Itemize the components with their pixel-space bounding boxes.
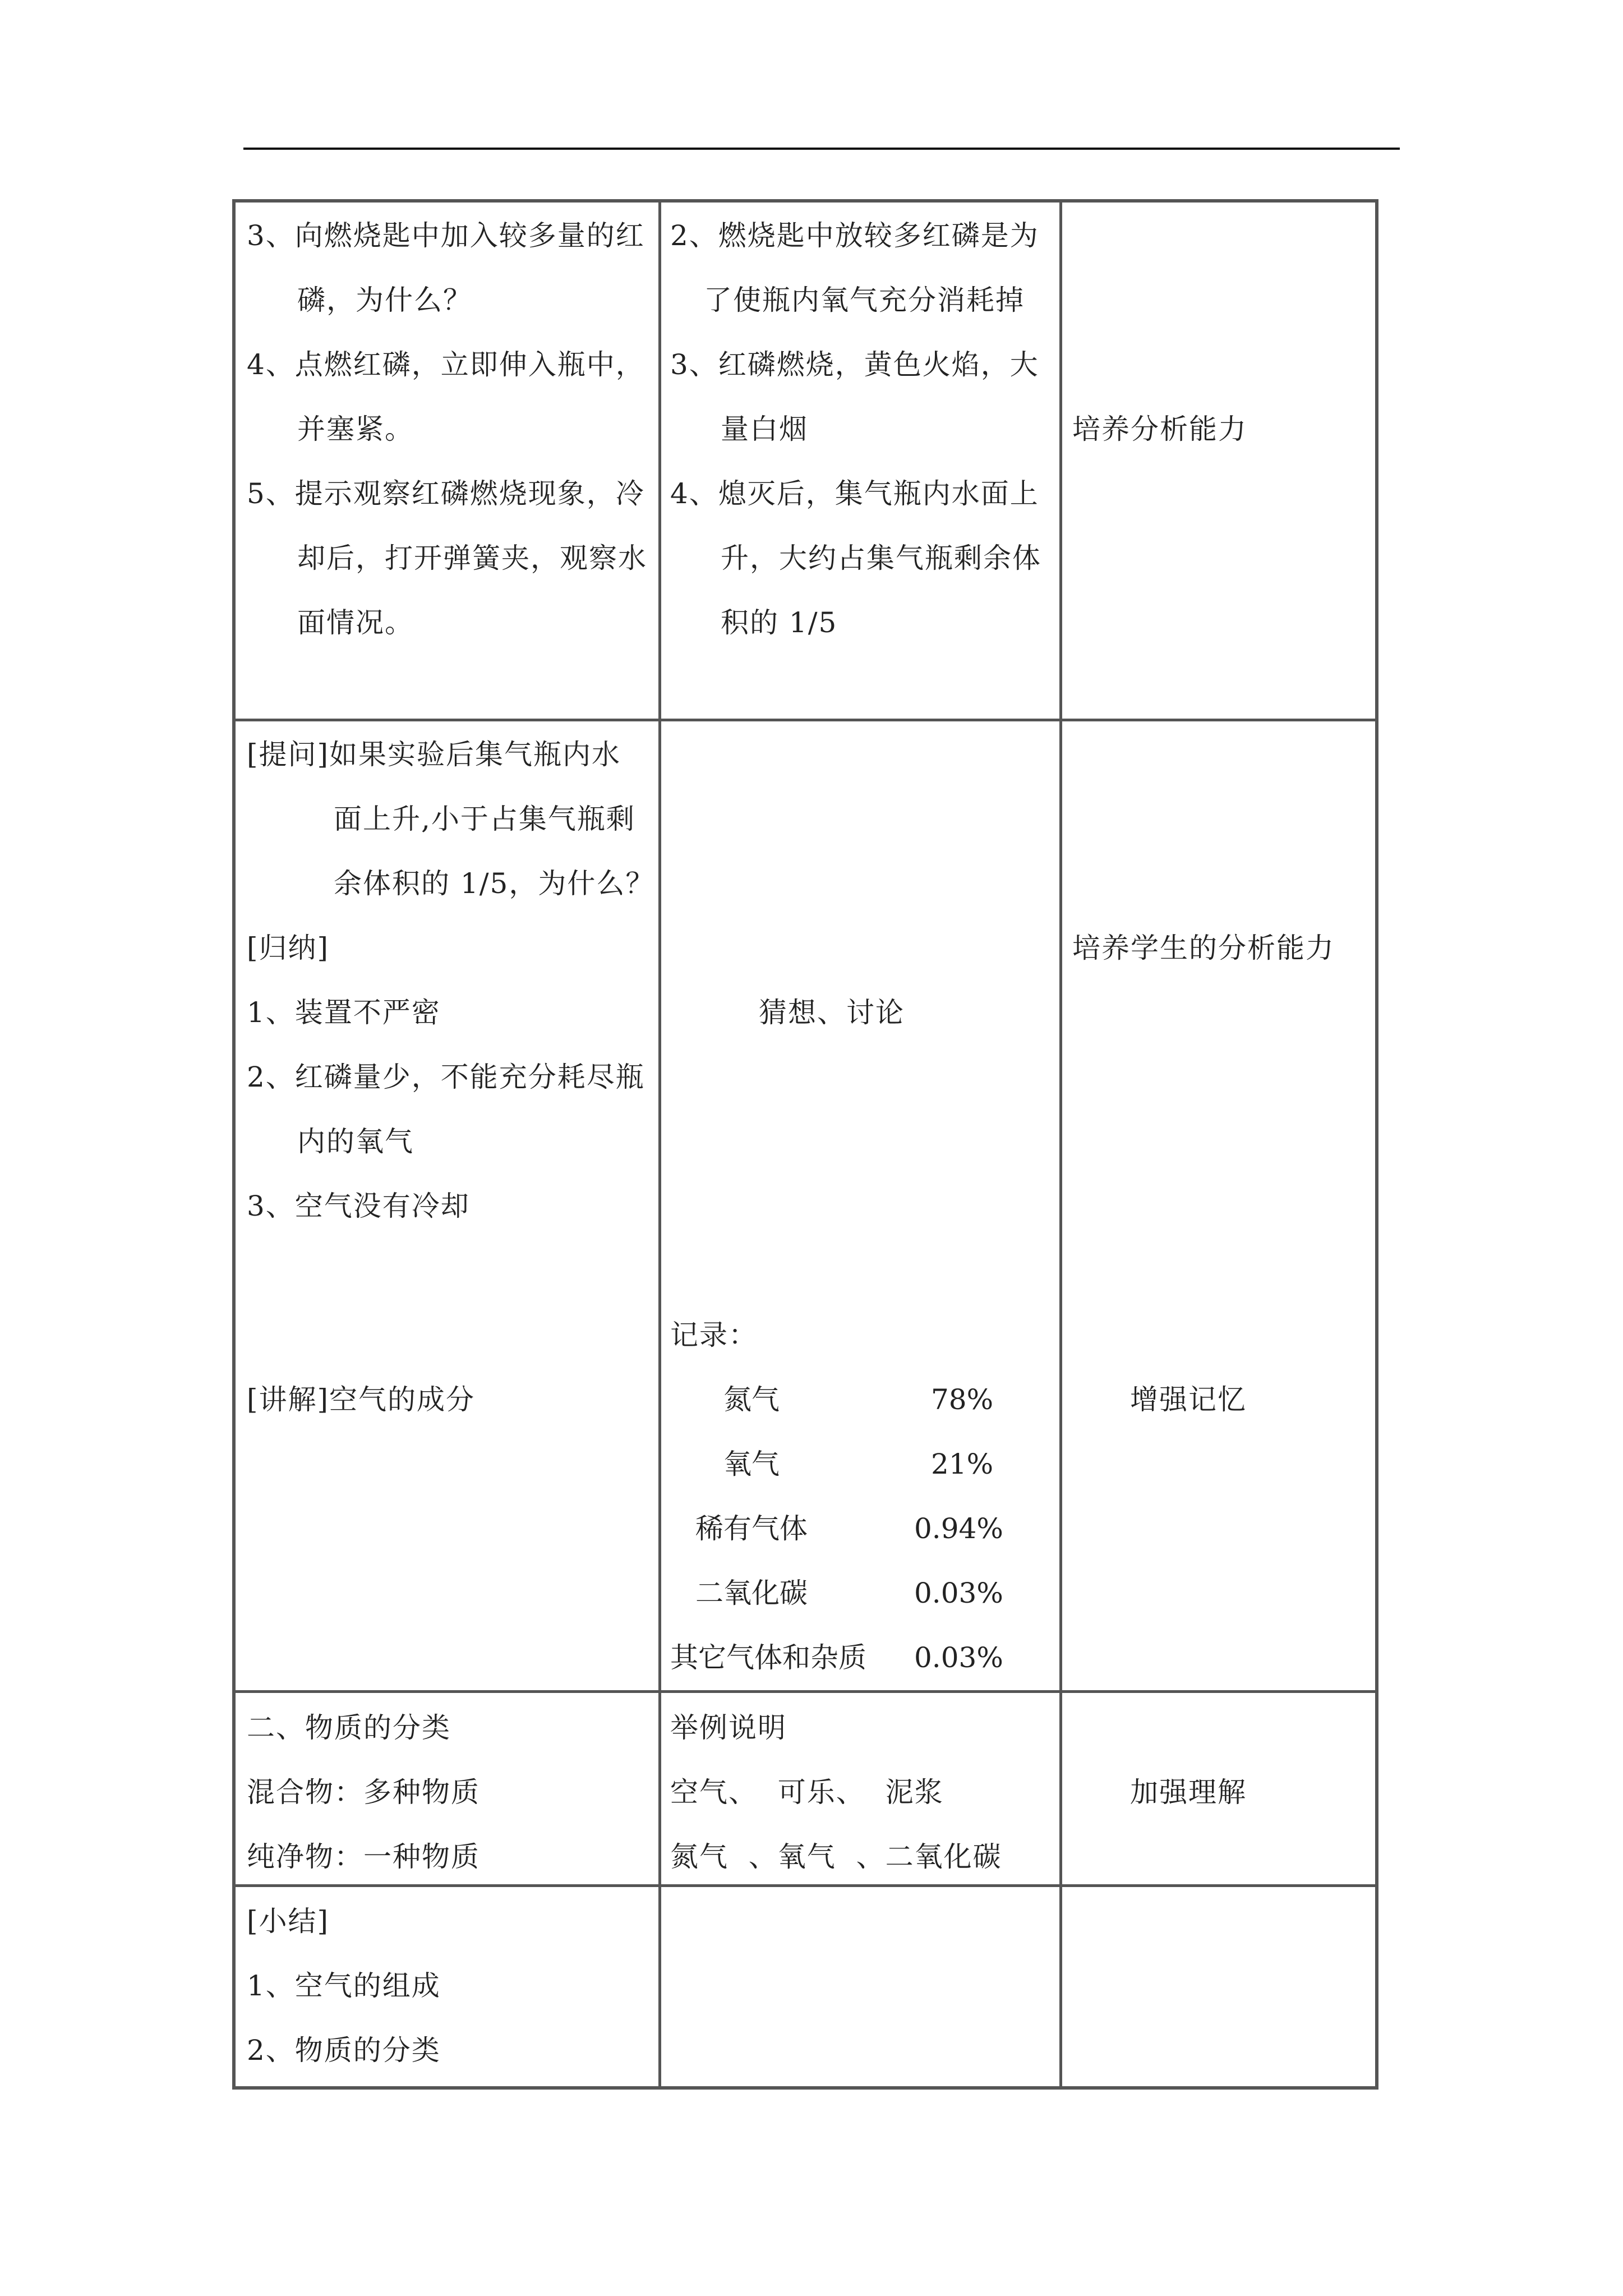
text-line: 混合物：多种物质 [247,1776,480,1809]
text-line: 4、熄灭后，集气瓶内水面上 [670,477,1039,510]
text-line: 并塞紧。 [297,413,414,445]
text-line: 1、空气的组成 [247,1970,441,2002]
text-line: 面情况。 [297,606,414,639]
gas-percent: 0.03% [914,1577,1003,1609]
text-line: 3、向燃烧匙中加入较多量的红 [247,219,645,252]
text-line: 纯净物：一种物质 [247,1841,480,1873]
text-line: 3、红磷燃烧，黄色火焰，大 [670,348,1039,381]
record-label: 记录： [670,1319,758,1351]
gas-name: 氧气 [723,1448,780,1480]
text-line: [小结] [247,1905,330,1938]
text-line: 内的氧气 [297,1125,414,1158]
text-line: 2、燃烧匙中放较多红磷是为 [670,219,1039,252]
text-line: 积的 1/5 [721,606,838,639]
list-item [695,1561,1003,1626]
gas-name: 其它气体和杂质 [670,1641,866,1674]
row2-student-guess: 猜想、讨论 [759,996,905,1029]
text-line: 4、点燃红磷，立即伸入瓶中， [247,348,645,381]
text-line: 余体积的 1/5，为什么？ [334,867,655,900]
text-line: 量白烟 [721,413,808,445]
text-line: 面上升,小于占集气瓶剩 [334,803,635,835]
row2-intent-1: 培养学生的分析能力 [1072,932,1335,964]
header-rule [243,148,1400,150]
text-line: [提问]如果实验后集气瓶内水 [247,738,621,771]
text-line: 二、物质的分类 [247,1711,451,1744]
text-line: 却后，打开弹簧夹，观察水 [297,542,647,574]
text-line: 空气、 可乐、 泥浆 [670,1776,944,1809]
text-line: 了使瓶内氧气充分消耗掉 [704,284,1025,316]
text-line: [讲解]空气的成分 [247,1383,476,1416]
text-line: [归纳] [247,932,330,964]
text-line: 升，大约占集气瓶剩余体 [721,542,1041,574]
text-line: 2、物质的分类 [247,2034,441,2067]
row-divider-2 [236,1690,1375,1693]
gas-name: 二氧化碳 [695,1577,808,1609]
gas-percent: 0.03% [914,1641,1003,1674]
text-line: 1、装置不严密 [247,996,441,1029]
row1-intent-cell: 培养分析能力 [1072,413,1247,445]
gas-percent: 0.94% [914,1512,1003,1545]
text-line: 举例说明 [670,1711,787,1744]
list-item [695,1496,1003,1561]
text-line: 5、提示观察红磷燃烧现象，冷 [247,477,645,510]
text-line: 氮气 、氧气 、二氧化碳 [670,1841,1002,1873]
gas-name: 稀有气体 [695,1512,808,1545]
column-divider-2 [1059,203,1062,2086]
text-line: 2、红磷量少，不能充分耗尽瓶 [247,1061,645,1093]
column-divider-1 [658,203,661,2086]
row-divider-1 [236,719,1375,721]
gas-name: 氮气 [723,1383,780,1416]
row2-intent-2: 增强记忆 [1130,1383,1247,1416]
list-item [723,1432,993,1497]
text-line: 磷，为什么？ [297,284,472,316]
list-item [670,1625,1003,1690]
gas-percent: 78% [931,1383,994,1416]
gas-percent: 21% [931,1448,994,1480]
text-line: 3、空气没有冷却 [247,1190,470,1222]
list-item [723,1367,993,1432]
row3-intent-cell: 加强理解 [1130,1776,1247,1809]
